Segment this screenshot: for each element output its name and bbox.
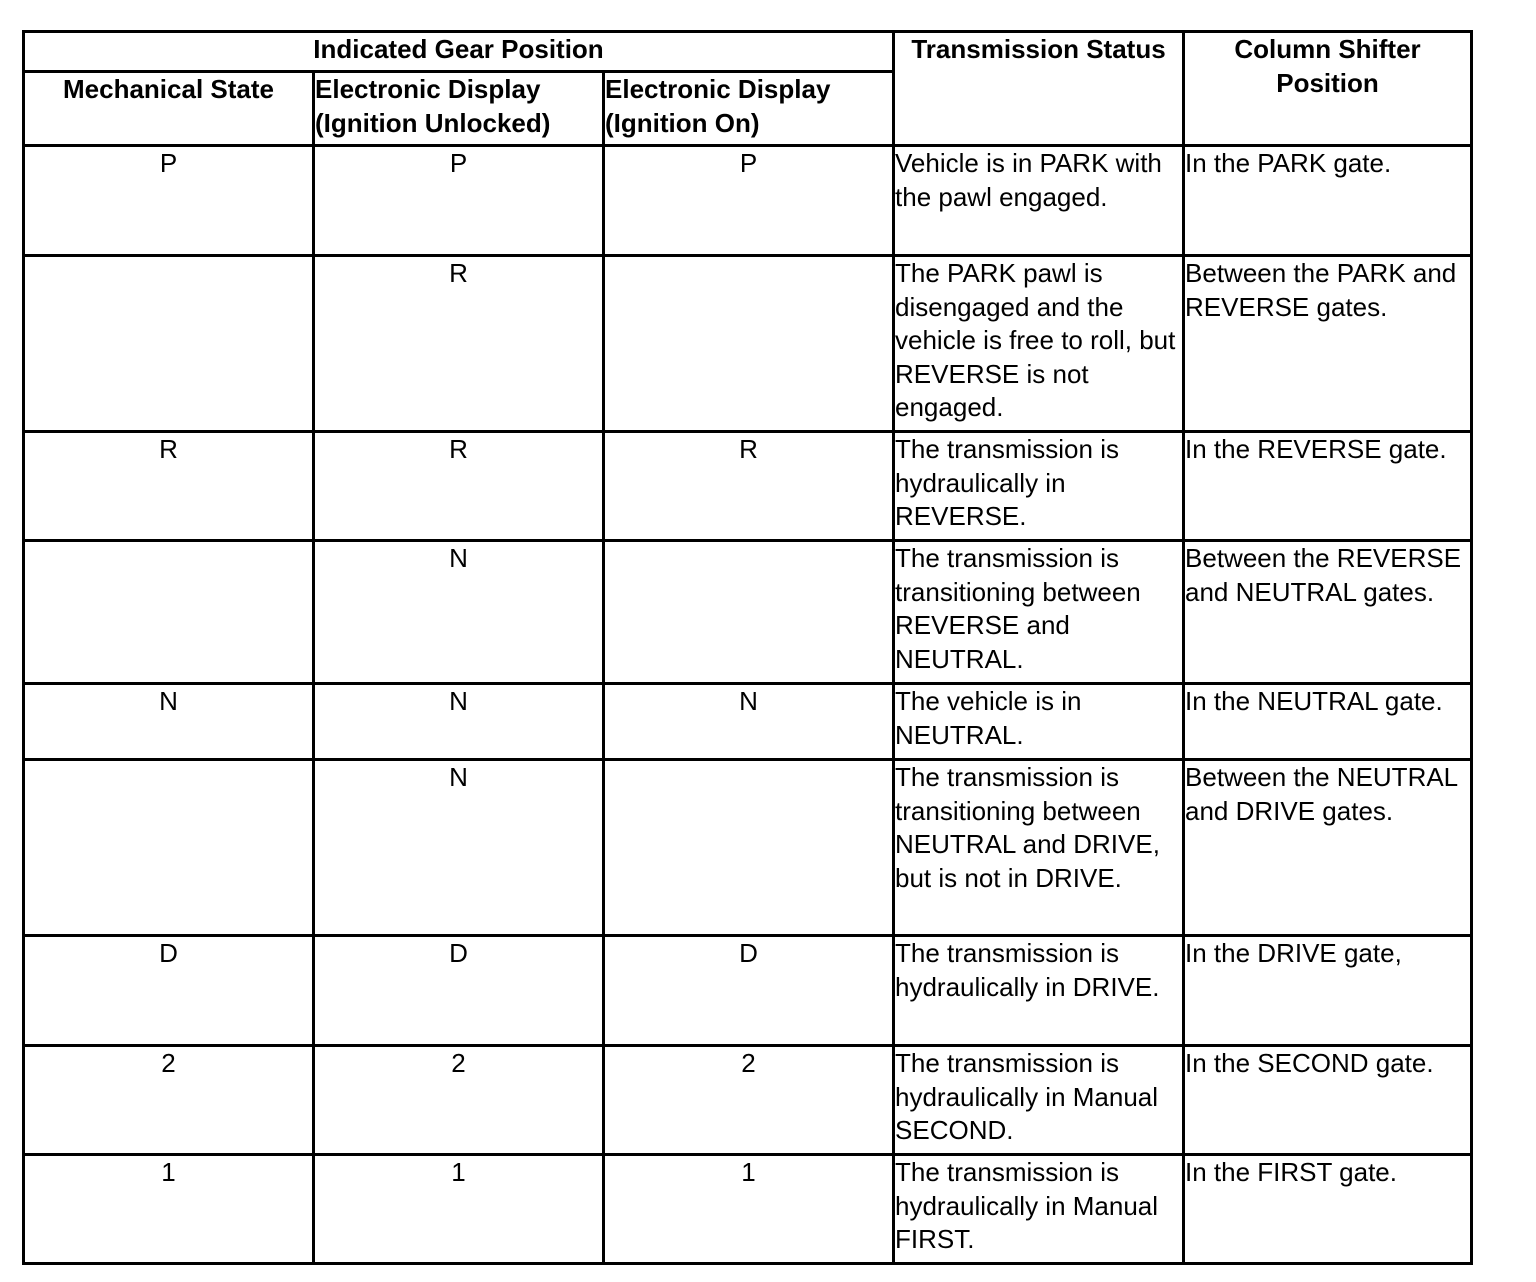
- display-on-cell: [604, 541, 894, 684]
- display-unlocked-cell: R: [314, 256, 604, 432]
- table-row: [24, 1155, 1472, 1264]
- header-indicated-gear-position: Indicated Gear Position: [24, 32, 894, 72]
- table-row: [24, 541, 1472, 684]
- transmission-status-cell: Vehicle is in PARK with the pawl engaged.: [894, 146, 1184, 256]
- table-row: [24, 936, 1472, 1046]
- display-unlocked-cell: R: [314, 432, 604, 541]
- shifter-position-cell: In the SECOND gate.: [1184, 1046, 1472, 1155]
- header-electronic-display-unlocked: Electronic Display (Ignition Unlocked): [314, 72, 604, 146]
- display-on-cell: R: [604, 432, 894, 541]
- transmission-status-cell: The transmission is hydraulically in Manual SECOND.: [894, 1046, 1184, 1155]
- display-on-cell: 1: [604, 1155, 894, 1264]
- display-unlocked-cell: N: [314, 760, 604, 936]
- display-unlocked-cell: D: [314, 936, 604, 1046]
- shifter-position-cell: In the NEUTRAL gate.: [1184, 684, 1472, 760]
- mechanical-state-cell: P: [24, 146, 314, 256]
- header-column-shifter-position: Column Shifter Position: [1184, 32, 1472, 146]
- display-unlocked-cell: P: [314, 146, 604, 256]
- transmission-status-cell: The transmission is transitioning between NEUTRAL and DRIVE, but is not in DRIVE.: [894, 760, 1184, 936]
- mechanical-state-cell: N: [24, 684, 314, 760]
- mechanical-state-cell: [24, 760, 314, 936]
- transmission-status-cell: The vehicle is in NEUTRAL.: [894, 684, 1184, 760]
- display-unlocked-cell: N: [314, 684, 604, 760]
- shifter-position-cell: In the PARK gate.: [1184, 146, 1472, 256]
- display-on-cell: [604, 256, 894, 432]
- transmission-status-cell: The transmission is hydraulically in REVERSE.: [894, 432, 1184, 541]
- display-unlocked-cell: N: [314, 541, 604, 684]
- table-row: [24, 432, 1472, 541]
- shifter-position-cell: In the FIRST gate.: [1184, 1155, 1472, 1264]
- shifter-position-cell: Between the NEUTRAL and DRIVE gates.: [1184, 760, 1472, 936]
- table-row: [24, 146, 1472, 256]
- display-unlocked-cell: 2: [314, 1046, 604, 1155]
- transmission-status-cell: The transmission is hydraulically in DRIVE.: [894, 936, 1184, 1046]
- table-row: [24, 760, 1472, 936]
- mechanical-state-cell: [24, 541, 314, 684]
- mechanical-state-cell: 2: [24, 1046, 314, 1155]
- shifter-position-cell: In the DRIVE gate,: [1184, 936, 1472, 1046]
- shifter-position-cell: Between the PARK and REVERSE gates.: [1184, 256, 1472, 432]
- table-row: [24, 684, 1472, 760]
- header-mechanical-state: Mechanical State: [24, 72, 314, 146]
- display-on-cell: P: [604, 146, 894, 256]
- mechanical-state-cell: D: [24, 936, 314, 1046]
- shifter-position-cell: Between the REVERSE and NEUTRAL gates.: [1184, 541, 1472, 684]
- display-unlocked-cell: 1: [314, 1155, 604, 1264]
- mechanical-state-cell: 1: [24, 1155, 314, 1264]
- table-row: [24, 256, 1472, 432]
- gear-position-table: [22, 30, 1473, 1265]
- transmission-status-cell: The PARK pawl is disengaged and the vehicle is free to roll, but REVERSE is not engaged.: [894, 256, 1184, 432]
- transmission-status-cell: The transmission is hydraulically in Manual FIRST.: [894, 1155, 1184, 1264]
- mechanical-state-cell: [24, 256, 314, 432]
- display-on-cell: [604, 760, 894, 936]
- shifter-position-cell: In the REVERSE gate.: [1184, 432, 1472, 541]
- display-on-cell: 2: [604, 1046, 894, 1155]
- display-on-cell: N: [604, 684, 894, 760]
- display-on-cell: D: [604, 936, 894, 1046]
- header-transmission-status: Transmission Status: [894, 32, 1184, 146]
- header-electronic-display-on: Electronic Display (Ignition On): [604, 72, 894, 146]
- transmission-status-cell: The transmission is transitioning between REVERSE and NEUTRAL.: [894, 541, 1184, 684]
- mechanical-state-cell: R: [24, 432, 314, 541]
- table-row: [24, 1046, 1472, 1155]
